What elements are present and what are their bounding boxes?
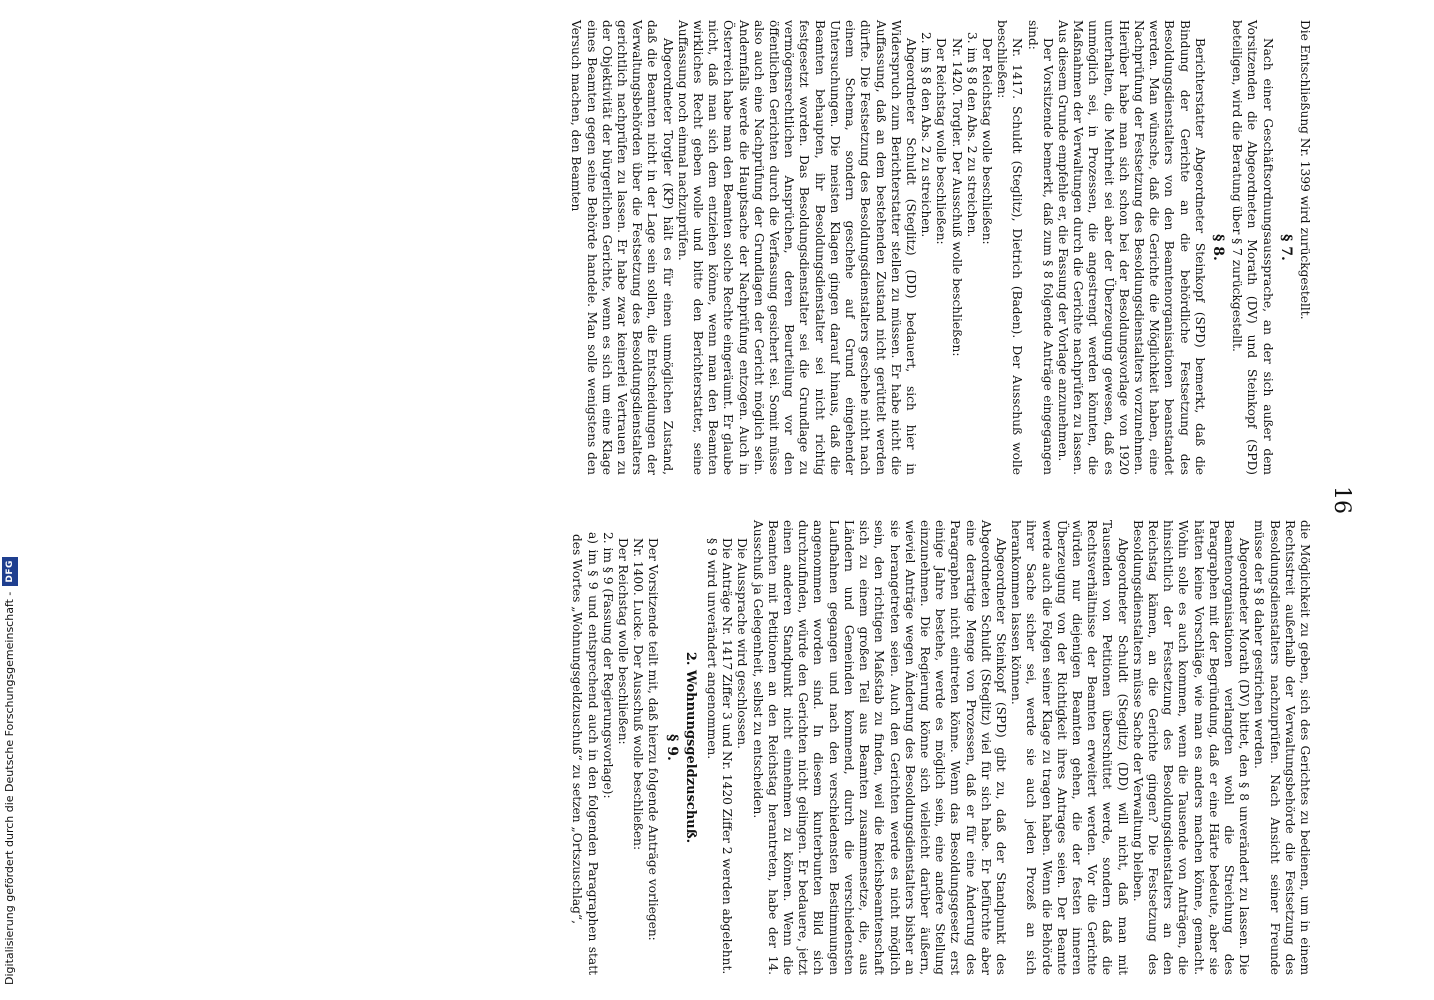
- paragraph: Nr. 1400. Lucke. Der Ausschuß wolle beschließen:: [631, 538, 646, 851]
- left-column: [568, 20, 1312, 475]
- list-item: 3. im § 8 den Abs. 2 zu streichen.: [964, 32, 979, 238]
- paragraph: Nach einer Geschäftsordnungsaussprache, an der sich außer dem Vorsitzenden die Abgeordneten Morath (DV) und Steinkopf (SPD) beteiligen, wird die Beratung über § 7 zurückgestellt.: [1230, 20, 1275, 475]
- paragraph: Die Anträge Nr. 1417 Ziffer 3 und Nr. 1420 Ziffer 2 werden abgelehnt.: [720, 538, 735, 975]
- right-column: [569, 520, 1312, 975]
- footer-text: Digitalisierung gefördert durch die Deutsche Forschungsgemeinschaft -: [3, 591, 16, 985]
- subsection-heading: 2. Wohnungsgeldzuschuß.: [682, 651, 698, 844]
- page-number: 16: [1329, 486, 1354, 514]
- paragraph: Die Entschließung Nr. 1399 wird zurückgestellt.: [1298, 20, 1312, 320]
- paragraph: Nr. 1417. Schuldt (Steglitz), Dietrich (Baden). Der Ausschuß wolle beschließen:: [995, 20, 1025, 475]
- paragraph: Der Vorsitzende bemerkt, daß zum § 8 folgende Anträge eingegangen sind:: [1025, 20, 1055, 475]
- section-heading: § 7.: [1277, 234, 1294, 261]
- paragraph: Nr. 1420. Torgler. Der Ausschuß wolle beschließen:: [949, 38, 964, 357]
- paragraph: die Möglichkeit zu geben, sich des Gerichtes zu bedienen, um in einem Rechtsstreit außerhalb der Verwaltungsbehörde die Festsetzung des Besoldungsdienstalters nachzuprüfen. Nach Ansicht seiner Freunde müsse der § 8 daher gestrichen werden.: [1252, 520, 1312, 975]
- list-item: 2. im § 8 den Abs. 2 zu streichen.: [919, 32, 934, 238]
- list-item: a) im § 9 und entsprechend auch in den folgenden Paragraphen statt des Wortes „Wohnungsgeldzuschuß“ zu setzen „Ortszuschlag“,: [570, 532, 600, 975]
- paragraph: Berichterstatter Abgeordneter Steinkopf (SPD) bemerkt, daß die Bindung der Gerichte an die behördliche Festsetzung des Besoldungsdienstalters von den Beamtenorganisationen beanstandet werden. Man wünsche, daß die Gerichte die Möglichkeit haben, eine Nachprüfung der Festsetzung des Besoldungsdienstalters vorzunehmen. Hierüber habe man sich schon bei der Besoldungsvorlage von 1920 unterhalten, die Mehrheit sei aber der Überzeugung gewesen, daß es unmöglich sei, in Prozessen, die angestrengt werden könnten, die Maßnahmen der Verwaltungen durch die Gerichte nachprüfen zu lassen. Aus diesem Grunde empfehle er, die Fassung der Vorlage anzunehmen.: [1055, 20, 1207, 475]
- paragraph: Die Aussprache wird geschlossen.: [735, 538, 750, 750]
- section-heading: § 9.: [663, 734, 680, 761]
- dfg-logo: DFG: [2, 557, 18, 586]
- paragraph: Abgeordneter Schuldt (Steglitz) (DD) will nicht, daß man mit Tausenden von Petitionen überschüttet werde, sondern daß die Rechtsverhältnisse der Beamten erweitert werden. Vor die Gerichte würden nur diejenigen Beamten gehen, die der festen inneren Überzeugung von der Richtigkeit ihres Antrages seien. Der Beamte werde auch die Folgen seiner Klage zu tragen haben. Wenn die Behörde ihrer Sache sicher sei, werde sie auch jeden Prozeß an sich herankommen lassen können.: [1009, 520, 1130, 975]
- section-heading: § 8.: [1209, 234, 1226, 261]
- paragraph: Der Vorsitzende teilt mit, daß hierzu folgende Anträge vorliegen:: [646, 538, 661, 941]
- paragraph: Der Reichstag wolle beschließen:: [979, 38, 994, 245]
- paragraph: Abgeordneter Steinkopf (SPD) gibt zu, daß der Standpunkt des Abgeordneten Schuldt (Steglitz) viel für sich habe. Er befürchte aber eine derartige Menge von Prozessen, daß er für eine Änderung des Paragraphen nicht eintreten könne. Wenn das Besoldungsgesetz erst einige Jahre bestehe, werde es möglich sein, eine andere Stellung einzunehmen. Die Regierung könne sich vielleicht darüber äußern, wieviel Anträge wegen Änderung des Besoldungsdienstalters bisher an sie herangetreten seien. Auch den Gerichten werde es nicht möglich sein, den richtigen Maßstab zu finden, weil die Reichsbeamtenschaft sich zu einem großen Teil aus Beamten zusammensetze, die, aus Ländern und Gemeinden kommend, durch die verschiedensten Laufbahnen gegangen und nach den verschiedensten Bestimmungen angenommen worden sind. In diesem kunterbunten Bild sich durchzufinden, würde den Gerichten nicht gelingen. Er bedauere, jetzt einen anderen Standpunkt nicht einnehmen zu können. Wenn die Beamten mit Petitionen an den Reichstag herantreten, habe der 14. Ausschuß ja Gelegenheit, selbst zu entscheiden.: [750, 520, 1008, 975]
- footer: [0, 0, 16, 1000]
- paragraph: Der Reichstag wolle beschließen:: [934, 38, 949, 245]
- paragraph: Abgeordneter Torgler (KP) hält es für einen unmöglichen Zustand, daß die Beamten nicht in der Lage sein sollen, die Entscheidungen der Verwaltungsbehörden über die Festsetzung des Besoldungsdienstalters gerichtlich nachprüfen zu lassen. Er habe zwar keinerlei Vertrauen zu der Objektivität der bürgerlichen Gerichte, wenn es sich um eine Klage eines Beamten gegen seine Behörde handele. Man solle wenigstens den Versuch machen, den Beamten: [569, 20, 675, 475]
- list-item: 2. im § 9 (Fassung der Regierungsvorlage):: [600, 532, 615, 799]
- paragraph: § 9 wird unverändert angenommen.: [705, 538, 720, 760]
- paragraph: Abgeordneter Schuldt (Steglitz) (DD) bedauert, sich hier in Widerspruch zum Berichterstatter stellen zu müssen. Er habe nicht die Auffassung, daß an dem bestehenden Zustand nicht gerüttelt werden dürfte. Die Festsetzung des Besoldungsdienstalters geschehe nicht nach einem Schema, sondern geschehe auf Grund eingehender Untersuchungen. Die meisten Klagen gingen darauf hinaus, daß die Beamten behaupten, ihr Besoldungsdienstalter sei nicht richtig festgesetzt worden. Das Besoldungsdienstalter sei die Grundlage zu vermögensrechtlichen Ansprüchen, deren Beurteilung vor den öffentlichen Gerichten durch die Verfassung gesichert sei. Somit müsse also auch eine Nachprüfung der Grundlagen der Gericht möglich sein. Andernfalls werde die Hauptsache der Nachprüfung entzogen. Auch in Österreich habe man den Beamten solche Rechte eingeräumt. Er glaube nicht, daß man sich dem entziehen könne, wenn man den Beamten wirkliches Recht geben wolle und bitte den Berichterstatter, seine Auffassung noch einmal nachzuprüfen.: [675, 20, 918, 475]
- paragraph: Der Reichstag wolle beschließen:: [616, 538, 631, 745]
- paragraph: Abgeordneter Morath (DV) bittet, den § 8 unverändert zu lassen. Die Beamtenorganisationen verlangten wohl die Streichung des Paragraphen mit der Begründung, daß er eine Härte bedeute, aber sie hätten keine Vorschläge, wie man es anders machen könne, gemacht. Wohin solle es auch kommen, wenn die Tausende von Anträgen, die hinsichtlich der Festsetzung des Besoldungsdienstalters an den Reichstag kämen, an die Gerichte gingen? Die Festsetzung des Besoldungsdienstalters müsse Sache der Verwaltung bleiben.: [1130, 520, 1252, 975]
- footer-line: [2, 0, 18, 985]
